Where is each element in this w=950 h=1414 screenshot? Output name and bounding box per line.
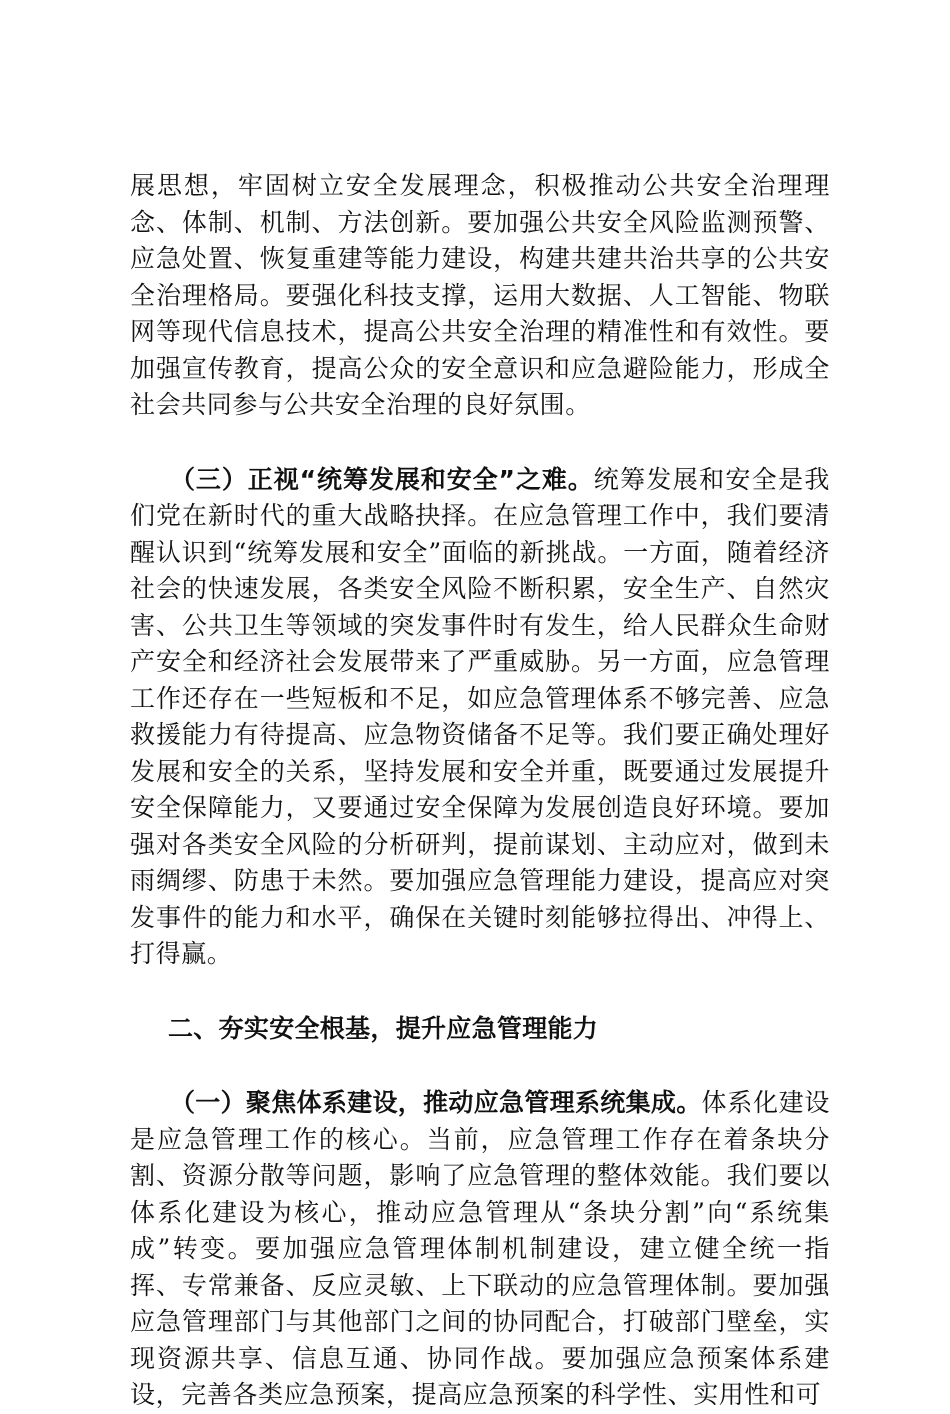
section-3-body: 统筹发展和安全是我们党在新时代的重大战略抉择。在应急管理工作中，我们要清醒认识到“统筹发展和安全”面临的新挑战。一方面，随着经济社会的快速发展，各类安全风险不断积累，安全生产、自然灾害、公共卫生等领域的突发事件时有发生，给人民群众生命财产安全和经济社会发展带来了严重威胁。另一方面，应急管理工作还存在一些短板和不足，如应急管理体系不够完善、应急救援能力有待提高、应急物资储备不足等。我们要正确处理好发展和安全的关系，坚持发展和安全并重，既要通过发展提升安全保障能力，又要通过安全保障为发展创造良好环境。要加强对各类安全风险的分析研判，提前谋划、主动应对，做到未雨绸缪、防患于未然。要加强应急管理能力建设，提高应对突发事件的能力和水平，确保在关键时刻能够拉得出、冲得上、打得赢。 (130, 464, 831, 968)
paragraph-continuation (130, 168, 830, 424)
paragraph-text: 展思想，牢固树立安全发展理念，积极推动公共安全治理理念、体制、机制、方法创新。要加强公共安全风险监测预警、应急处置、恢复重建等能力建设，构建共建共治共享的公共安全治理格局。要强化科技支撑，运用大数据、人工智能、物联网等现代信息技术，提高公共安全治理的精准性和有效性。要加强宣传教育，提高公众的安全意识和应急避险能力，形成全社会共同参与公共安全治理的良好氛围。 (130, 171, 830, 419)
paragraph-section-1 (130, 1085, 830, 1414)
section-1-body: 体系化建设是应急管理工作的核心。当前，应急管理工作存在着条块分割、资源分散等问题，影响了应急管理的整体效能。我们要以体系化建设为核心，推动应急管理从“条块分割”向“系统集成”转变。要加强应急管理体制机制建设，建立健全统一指挥、专常兼备、反应灵敏、上下联动的应急管理体制。要加强应急管理部门与其他部门之间的协同配合，打破部门壁垒，实现资源共享、信息互通、协同作战。要加强应急预案体系建设，完善各类应急预案，提高应急预案的科学性、实用性和可 (130, 1088, 830, 1409)
paragraph-gap (130, 1047, 830, 1085)
paragraph-section-3 (130, 462, 830, 973)
paragraph-gap (130, 424, 830, 462)
document-body (130, 168, 830, 1414)
chapter-heading-2: 二、夯实安全根基，提升应急管理能力 (168, 1013, 599, 1043)
section-1-lead: （一）聚焦体系建设，推动应急管理系统集成。 (170, 1088, 702, 1117)
paragraph-gap (130, 973, 830, 1011)
section-3-lead: （三）正视“统筹发展和安全”之难。 (170, 464, 594, 494)
